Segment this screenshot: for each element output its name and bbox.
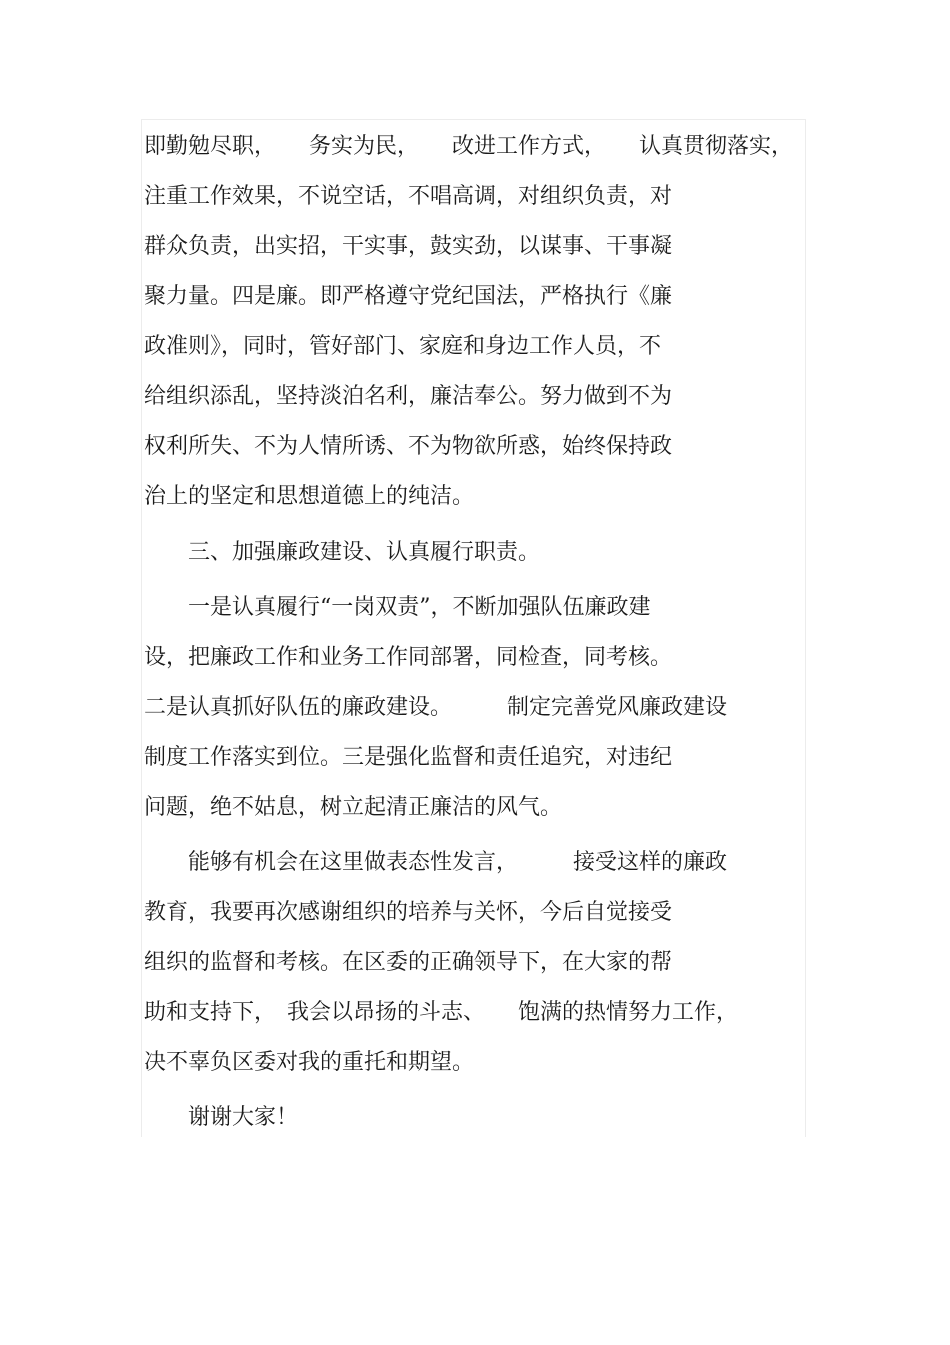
text-line: 教育，我要再次感谢组织的培养与关怀，今后自觉接受 [144,900,673,925]
closing-line: 谢谢大家！ [144,1105,299,1130]
text-line: 助和支持下， 我会以昂扬的斗志、 饱满的热情努力工作， [144,1000,739,1025]
text-line: 注重工作效果，不说空话，不唱高调，对组织负责，对 [144,184,673,209]
page-frame [141,119,806,1137]
text-line: 给组织添乱，坚持淡泊名利，廉洁奉公。努力做到不为 [144,384,673,409]
text-line: 治上的坚定和思想道德上的纯洁。 [144,484,475,509]
text-line: 政准则》，同时，管好部门、家庭和身边工作人员，不 [144,334,662,359]
text-line: 一是认真履行“一岗双责”，不断加强队伍廉政建 [144,595,651,620]
text-line: 聚力量。四是廉。即严格遵守党纪国法，严格执行《廉 [144,284,673,309]
text-line: 问题，绝不姑息，树立起清正廉洁的风气。 [144,795,563,820]
text-line: 组织的监督和考核。在区委的正确领导下，在大家的帮 [144,950,673,975]
text-line: 决不辜负区委对我的重托和期望。 [144,1050,475,1075]
text-line: 即勤勉尽职， 务实为民， 改进工作方式， 认真贯彻落实， [144,134,794,159]
text-line: 制度工作落实到位。三是强化监督和责任追究，对违纪 [144,745,673,770]
text-line: 设，把廉政工作和业务工作同部署，同检查，同考核。 [144,645,673,670]
section-heading: 三、加强廉政建设、认真履行职责。 [144,540,541,565]
text-line: 能够有机会在这里做表态性发言， 接受这样的廉政 [144,850,728,875]
text-line: 群众负责，出实招，干实事，鼓实劲，以谋事、干事凝 [144,234,673,259]
text-line: 权利所失、不为人情所诱、不为物欲所惑，始终保持政 [144,434,673,459]
text-line: 二是认真抓好队伍的廉政建设。 制定完善党风廉政建设 [144,695,728,720]
